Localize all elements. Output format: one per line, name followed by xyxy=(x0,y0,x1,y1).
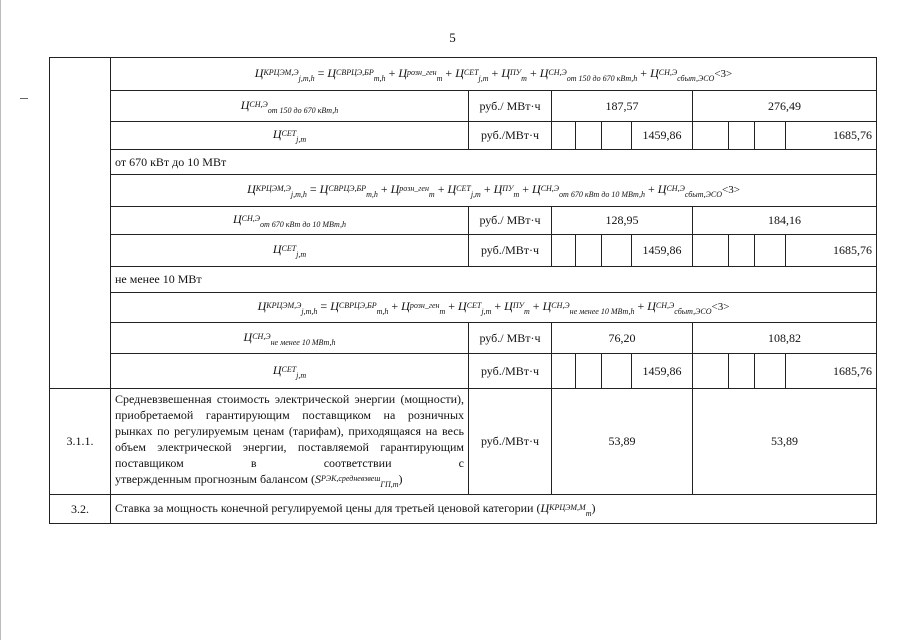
table-row xyxy=(50,293,877,323)
item-description: Ставка за мощность конечной регулируемой цены для третьей ценовой категории $(Ц_{КРЦЭМ,Мm})$ xyxy=(111,495,877,524)
value-cell: 128,95 xyxy=(552,207,693,235)
unit-cell: руб./МВт·ч xyxy=(469,235,552,267)
empty-cell xyxy=(693,122,729,150)
unit-cell: руб./ МВт·ч xyxy=(469,207,552,235)
value-cell: 1459,86 xyxy=(632,354,693,389)
formula-sup: ПУ xyxy=(512,301,524,310)
description-line: (мощности), приобретаемой гарантирующим поставщиком на xyxy=(115,391,465,422)
formula-sup: СВРЦЭ,БР xyxy=(338,301,377,310)
empty-cell xyxy=(755,122,786,150)
formula-sub: m,h xyxy=(366,190,378,199)
empty-cell xyxy=(755,235,786,267)
symbol-sup: СЕТ xyxy=(281,129,297,138)
empty-cell xyxy=(552,354,576,389)
formula-10: $Ц_{КРЦЭМ,Эj,m,h} = Ц_{СВРЦЭ,БРm,h} + Ц_{розн\_генm} + Ц_{СЕТj,m} + Ц_{ПУm} + Ц_{СН,Эне менее 10 МВт,h} + Ц_{СН,Эсбыт,ЭСО}<3>$ xyxy=(111,293,877,323)
formula-sup: СН,Э xyxy=(548,67,567,77)
empty-cell xyxy=(755,354,786,389)
empty-cell xyxy=(693,235,729,267)
formula-sub: j,m,h xyxy=(290,190,307,199)
formula-sub: m,h xyxy=(373,73,386,83)
table-row xyxy=(50,122,877,150)
formula-sub: m xyxy=(513,190,520,199)
empty-cell xyxy=(602,354,632,389)
table-row xyxy=(50,175,877,207)
formula-sup: СН,Э xyxy=(540,184,560,193)
symbol-cell: $Ц_{СЕТj,m}$ xyxy=(111,354,469,389)
value-cell: 184,16 xyxy=(693,207,877,235)
empty-cell xyxy=(729,354,755,389)
symbol-sub: j,m xyxy=(296,250,307,259)
symbol-cell: $Ц_{СН,Эот 150 до 670 кВт,h}$ xyxy=(111,91,469,122)
formula-sup: СН,Э xyxy=(658,67,678,77)
symbol-sub: от 670 кВт до 10 МВт,h xyxy=(260,220,346,229)
table-row xyxy=(50,207,877,235)
description-last-line: утвержденным прогнозным балансом $(S_{РЭК,средневзвешГП,m})$ xyxy=(115,471,403,489)
value-cell: 1685,76 xyxy=(786,235,877,267)
formula-sup: ПУ xyxy=(510,67,522,77)
formula-sub: сбыт,ЭСО xyxy=(674,307,712,316)
symbol-cell: $Ц_{СН,Эот 670 кВт до 10 МВт,h}$ xyxy=(111,207,469,235)
value-cell: 1459,86 xyxy=(632,235,693,267)
footnote-ref: <3> xyxy=(722,184,740,196)
formula-sup: СЕТ xyxy=(456,184,471,193)
symbol-sub: j,m xyxy=(296,135,307,144)
formula-sup: СВРЦЭ,БР xyxy=(336,67,374,77)
symbol-sup: СЕТ xyxy=(281,244,297,253)
table-row xyxy=(50,150,877,175)
unit-cell: руб./ МВт·ч xyxy=(469,323,552,354)
value-cell: 187,57 xyxy=(552,91,693,122)
symbol-sub: не менее 10 МВт,h xyxy=(270,337,336,347)
description-text: утвержденным прогнозным балансом ( xyxy=(115,471,315,486)
item-description xyxy=(111,389,469,495)
formula-sup: СН,Э xyxy=(551,301,570,310)
description-text: Ставка за мощность конечной регулируемой цены для третьей ценовой категории ( xyxy=(115,500,541,515)
formula-sub: от 150 до 670 кВт,h xyxy=(566,73,638,83)
description-line: поставляемой гарантирующим поставщиком в соответствии с xyxy=(115,439,464,470)
formula-sup: СН,Э xyxy=(666,184,685,193)
symbol-sup: СН,Э xyxy=(249,99,268,109)
formula-sup: СВРЦЭ,БР xyxy=(328,184,367,193)
empty-cell xyxy=(602,122,632,150)
formula-670-10: $Ц_{КРЦЭМ,Эj,m,h} = Ц_{СВРЦЭ,БРm,h} + Ц_{розн\_генm} + Ц_{СЕТj,m} + Ц_{ПУm} + Ц_{СН,Эот 670 кВт до 10 МВт,h} + Ц_{СН,Эсбыт,ЭСО}<3>$ xyxy=(111,175,877,207)
empty-cell xyxy=(576,354,602,389)
empty-cell xyxy=(552,235,576,267)
page-number: 5 xyxy=(449,30,456,45)
unit-cell: руб./МВт·ч xyxy=(469,122,552,150)
table-row xyxy=(50,495,877,524)
formula-sub: сбыт,ЭСО xyxy=(684,190,723,199)
page-edge xyxy=(0,0,1,640)
formula-sub: j,m xyxy=(478,73,489,83)
formula-sup: розн_ген xyxy=(407,67,437,77)
value-cell: 1685,76 xyxy=(786,122,877,150)
empty-cell xyxy=(552,122,576,150)
range-heading: не менее 10 МВт xyxy=(111,267,877,293)
value-cell: 1685,76 xyxy=(786,354,877,389)
formula-sup: СЕТ xyxy=(466,301,482,310)
formula-sup: СЕТ xyxy=(463,67,479,77)
empty-cell xyxy=(602,235,632,267)
formula-sup: розн_ген xyxy=(409,301,440,310)
symbol-sup: СН,Э xyxy=(241,214,261,223)
description-line: приходящаяся на весь объем электрической энергии, xyxy=(115,423,465,454)
empty-cell xyxy=(693,354,729,389)
item-number-cell xyxy=(50,58,111,389)
empty-cell xyxy=(729,235,755,267)
empty-cell xyxy=(576,235,602,267)
formula-sub: j,m,h xyxy=(301,307,318,316)
description-text: ) xyxy=(398,471,403,486)
formula-sup: КРЦЭМ,Э xyxy=(255,184,291,193)
formula-sup: КРЦЭМ,Э xyxy=(263,67,299,77)
unit-cell: руб./МВт·ч xyxy=(469,389,552,495)
value-cell: 108,82 xyxy=(693,323,877,354)
unit-cell: руб./МВт·ч xyxy=(469,354,552,389)
formula-sub: m,h xyxy=(376,307,389,316)
symbol-sub: j,m xyxy=(296,370,307,380)
value-cell: 1459,86 xyxy=(632,122,693,150)
description-text: ) xyxy=(591,500,596,515)
empty-cell xyxy=(729,122,755,150)
empty-cell xyxy=(576,122,602,150)
table-row xyxy=(50,323,877,354)
symbol-sup: КРЦЭМ,М xyxy=(549,502,586,512)
symbol-sup: РЭК,средневзвеш xyxy=(320,473,381,483)
range-heading: от 670 кВт до 10 МВт xyxy=(111,150,877,175)
table-row xyxy=(50,389,877,495)
formula-sup: КРЦЭМ,Э xyxy=(266,301,302,310)
formula-sub: m xyxy=(524,307,530,316)
formula-sub: не менее 10 МВт,h xyxy=(569,307,635,316)
formula-sub: j,m xyxy=(481,307,492,316)
formula-sup: розн_ген xyxy=(399,184,429,193)
table-row xyxy=(50,58,877,91)
value-cell: 53,89 xyxy=(552,389,693,495)
description-line: Средневзвешенная стоимость электрической энергии xyxy=(115,391,396,406)
formula-sub: сбыт,ЭСО xyxy=(677,73,715,83)
description-line: розничных рынках по регулируемым ценам (тарифам), xyxy=(115,407,465,438)
footnote-ref: <3> xyxy=(714,67,733,80)
formula-sub: m xyxy=(436,73,443,83)
value-cell: 276,49 xyxy=(693,91,877,122)
item-number: 3.1.1. xyxy=(50,389,111,495)
unit-cell: руб./ МВт·ч xyxy=(469,91,552,122)
formula-sub: m xyxy=(439,307,446,316)
table-row xyxy=(50,91,877,122)
symbol-sub: от 150 до 670 кВт,h xyxy=(267,105,339,115)
margin-mark xyxy=(20,98,28,99)
symbol-cell: $Ц_{СН,Эне менее 10 МВт,h}$ xyxy=(111,323,469,354)
symbol-sup: СН,Э xyxy=(252,331,271,341)
symbol-sup: СЕТ xyxy=(281,364,297,374)
formula-sub: j,m,h xyxy=(298,73,315,83)
formula-sup: СН,Э xyxy=(655,301,675,310)
symbol-sub: ГП,m xyxy=(380,479,399,489)
symbol-cell: $Ц_{СЕТj,m}$ xyxy=(111,235,469,267)
formula-sup: ПУ xyxy=(502,184,514,193)
table-row xyxy=(50,354,877,389)
symbol-cell: $Ц_{СЕТj,m}$ xyxy=(111,122,469,150)
tariff-table xyxy=(49,57,877,524)
formula-sub: от 670 кВт до 10 МВт,h xyxy=(559,190,645,199)
value-cell: 76,20 xyxy=(552,323,693,354)
formula-150-670: $Ц_{КРЦЭМ,Эj,m,h} = Ц_{СВРЦЭ,БРm,h} + Ц_{розн\_генm} + Ц_{СЕТj,m} + Ц_{ПУm} + Ц_{СН,Эот 150 до 670 кВт,h} + Ц_{СН,Эсбыт,ЭСО}<3>$ xyxy=(111,58,877,91)
table-row xyxy=(50,267,877,293)
formula-sub: j,m xyxy=(470,190,481,199)
item-number: 3.2. xyxy=(50,495,111,524)
symbol-sub: m xyxy=(585,508,592,518)
value-cell: 53,89 xyxy=(693,389,877,495)
formula-sub: m xyxy=(428,190,435,199)
footnote-ref: <3> xyxy=(711,301,730,313)
table-row xyxy=(50,235,877,267)
formula-sub: m xyxy=(521,73,527,83)
